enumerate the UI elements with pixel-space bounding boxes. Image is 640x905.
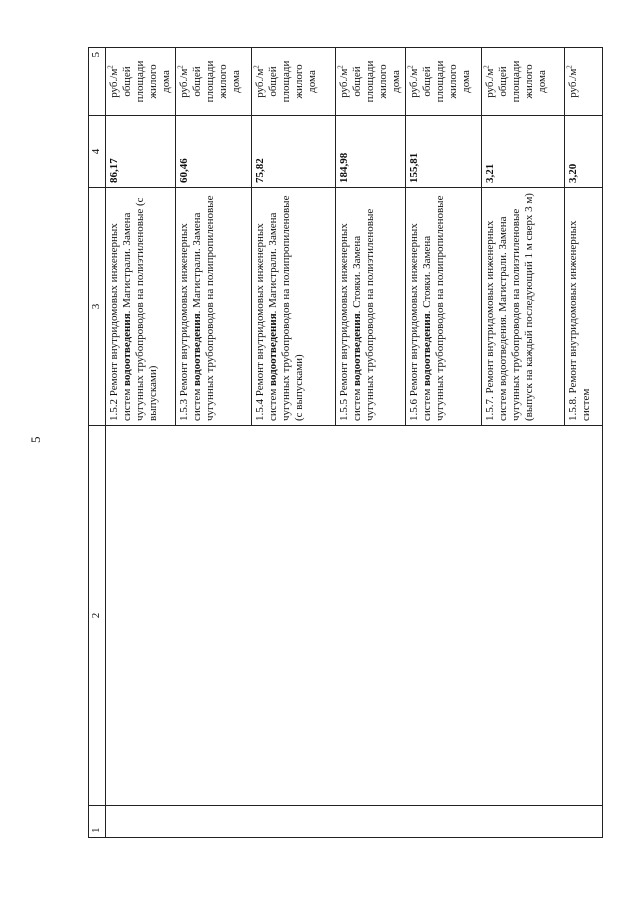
rotated-table-container [88, 48, 603, 838]
price-value: 3,20 [564, 116, 602, 188]
work-description: 1.5.6 Ремонт внутридомовых инженерных систем водоотведения. Стояки. Замена чугунных трубопроводов на полипропиленовые [405, 188, 481, 426]
work-description: 1.5.7. Ремонт внутридомовых инженерных систем водоотведения. Магистрали. Замена чугунных трубопроводов на полиэтиленовые (выпуск на каждый последующий 1 м сверх 3 м) [481, 188, 564, 426]
cell-col1 [106, 806, 603, 838]
price-unit: $руб./м^2$ общей площади жилого дома [405, 48, 481, 116]
price-unit: $руб./м^2$ общей площади жилого дома [251, 48, 335, 116]
price-value: 184,98 [335, 116, 405, 188]
work-description: 1.5.5 Ремонт внутридомовых инженерных систем водоотведения. Стояки. Замена чугунных трубопроводов на полиэтиленовые [335, 188, 405, 426]
col-header-1: 1 [89, 806, 106, 838]
pricing-table [88, 47, 603, 838]
page-number: 5 [28, 436, 43, 443]
price-unit: $руб./м^2$ общей площади жилого дома [175, 48, 251, 116]
col-header-5: 5 [89, 48, 106, 116]
work-description: 1.5.2 Ремонт внутридомовых инженерных систем водоотведения. Магистрали. Замена чугунных трубопроводов на полиэтиленовые (с выпусками) [106, 188, 176, 426]
col-header-4: 4 [89, 116, 106, 188]
col-header-3: 3 [89, 188, 106, 426]
col-header-2: 2 [89, 426, 106, 806]
table-row [106, 48, 176, 838]
price-value: 86,17 [106, 116, 176, 188]
work-description: 1.5.8. Ремонт внутридомовых инженерных систем [564, 188, 602, 426]
work-description: 1.5.4 Ремонт внутридомовых инженерных систем водоотведения. Магистрали. Замена чугунных трубопроводов на полипропиленовые (с выпусками) [251, 188, 335, 426]
price-unit: $руб./м^2$ общей площади жилого дома [481, 48, 564, 116]
header-row [89, 48, 106, 838]
cell-col2 [106, 426, 603, 806]
price-unit: $руб./м^2$ [564, 48, 602, 116]
work-description: 1.5.3 Ремонт внутридомовых инженерных систем водоотведения. Магистрали. Замена чугунных трубопроводов на полипропиленовые [175, 188, 251, 426]
price-value: 60,46 [175, 116, 251, 188]
price-unit: $руб./м^2$ общей площади жилого дома [335, 48, 405, 116]
price-value: 75,82 [251, 116, 335, 188]
price-value: 155,81 [405, 116, 481, 188]
price-value: 3,21 [481, 116, 564, 188]
price-unit: $руб./м^2$ общей площади жилого дома [106, 48, 176, 116]
